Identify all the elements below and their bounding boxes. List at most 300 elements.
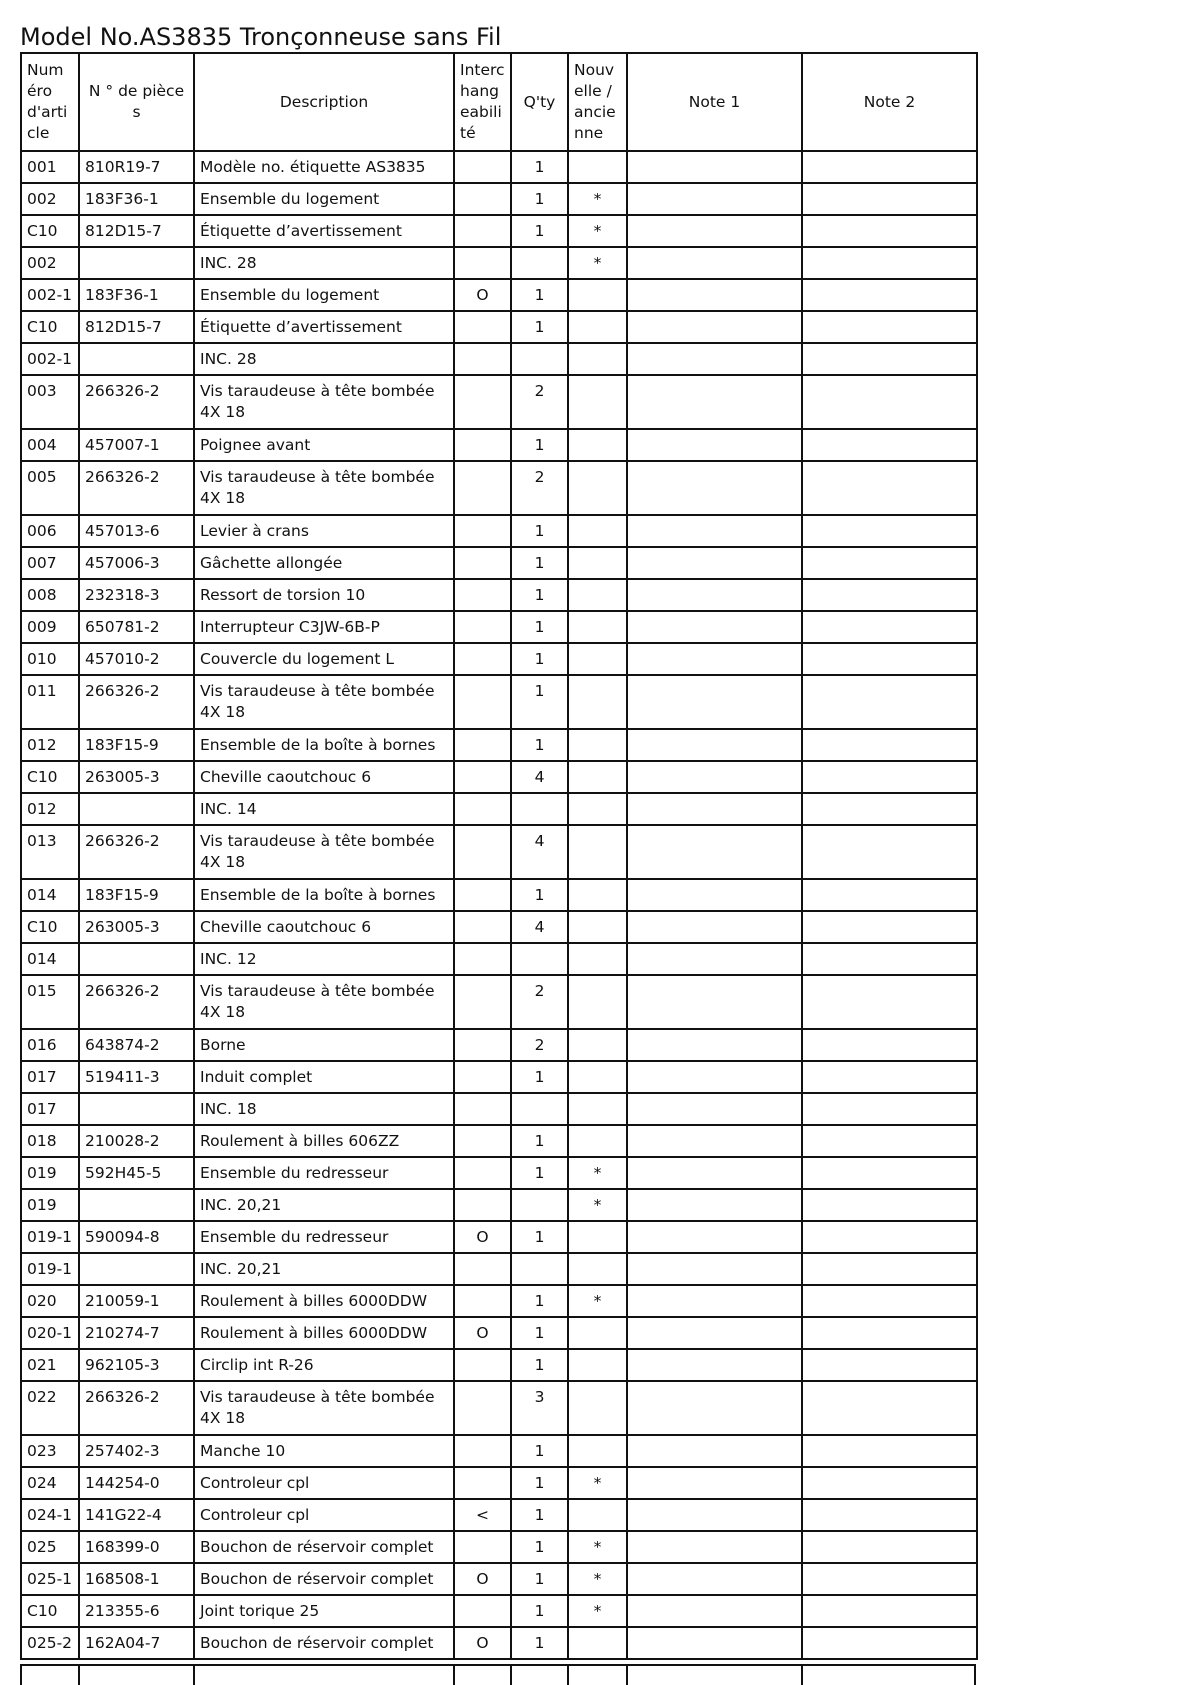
cell-new-old: [568, 1221, 627, 1253]
cell-interchangeability: <: [454, 1499, 511, 1531]
cell-part-number: 457006-3: [79, 547, 194, 579]
cell-description: Cheville caoutchouc 6: [194, 911, 454, 943]
header-item-number: Numéro d'article: [21, 53, 79, 151]
table-row: [21, 579, 977, 611]
cell-part-number: 257402-3: [79, 1435, 194, 1467]
table-row: [21, 879, 977, 911]
cell-quantity: 1: [511, 579, 568, 611]
table-row: [21, 1349, 977, 1381]
cell-item-number: 003: [21, 375, 79, 429]
cell-part-number: 590094-8: [79, 1221, 194, 1253]
cell-interchangeability: [454, 1381, 511, 1435]
cell-part-number: 457007-1: [79, 429, 194, 461]
cell-interchangeability: O: [454, 1317, 511, 1349]
cell-note-2: [802, 1061, 977, 1093]
cell-description: Vis taraudeuse à tête bombée 4X 18: [194, 375, 454, 429]
table-row: [21, 975, 977, 1029]
cell-quantity: 1: [511, 1061, 568, 1093]
cell-new-old: [568, 793, 627, 825]
cell-quantity: 1: [511, 1435, 568, 1467]
cell-item-number: 025-1: [21, 1563, 79, 1595]
cell-description: Modèle no. étiquette AS3835: [194, 151, 454, 183]
cell-item-number: 019-1: [21, 1253, 79, 1285]
cell-item-number: 014: [21, 879, 79, 911]
cell-interchangeability: [454, 1435, 511, 1467]
cell-description: Bouchon de réservoir complet: [194, 1531, 454, 1563]
cell-item-number: 020: [21, 1285, 79, 1317]
cell-note-2: [802, 1627, 977, 1659]
cell-quantity: 1: [511, 311, 568, 343]
cell-description: Interrupteur C3JW-6B-P: [194, 611, 454, 643]
table-row: [21, 547, 977, 579]
cell-quantity: 1: [511, 1221, 568, 1253]
table-continuation: [20, 1664, 976, 1685]
table-row: [21, 643, 977, 675]
table-row: [21, 1595, 977, 1627]
cell-part-number: 266326-2: [79, 461, 194, 515]
cell-note-2: [802, 879, 977, 911]
cell-description: Vis taraudeuse à tête bombée 4X 18: [194, 825, 454, 879]
cell-new-old: [568, 1061, 627, 1093]
table-row: [21, 943, 977, 975]
cell-note-1: [627, 1061, 802, 1093]
cell-part-number: 168508-1: [79, 1563, 194, 1595]
cell-part-number: [79, 943, 194, 975]
cell-description: Vis taraudeuse à tête bombée 4X 18: [194, 461, 454, 515]
cell-part-number: 263005-3: [79, 911, 194, 943]
cell-new-old: [568, 1349, 627, 1381]
cell-note-1: [627, 1595, 802, 1627]
cell-description: Controleur cpl: [194, 1499, 454, 1531]
table-row: [21, 1381, 977, 1435]
cell-part-number: 141G22-4: [79, 1499, 194, 1531]
cell-note-1: [627, 943, 802, 975]
cell-item-number: 002-1: [21, 279, 79, 311]
cell-note-1: [627, 1125, 802, 1157]
cell-note-1: [627, 247, 802, 279]
cell-part-number: 266326-2: [79, 975, 194, 1029]
cell-note-1: [627, 1221, 802, 1253]
cell-item-number: 008: [21, 579, 79, 611]
cell-interchangeability: [454, 343, 511, 375]
cell-description: Étiquette d’avertissement: [194, 311, 454, 343]
cell-interchangeability: [454, 247, 511, 279]
parts-table: [20, 52, 978, 1660]
cell-quantity: [511, 943, 568, 975]
cell-interchangeability: O: [454, 1627, 511, 1659]
cell-new-old: [568, 279, 627, 311]
cell-note-2: [802, 1253, 977, 1285]
table-row: [21, 1253, 977, 1285]
cell-part-number: 162A04-7: [79, 1627, 194, 1659]
cell-note-1: [627, 1253, 802, 1285]
cell-note-2: [802, 1125, 977, 1157]
cell-interchangeability: [454, 825, 511, 879]
cell-description: INC. 12: [194, 943, 454, 975]
cell-quantity: 1: [511, 1157, 568, 1189]
table-row: [21, 793, 977, 825]
cell-quantity: [511, 1253, 568, 1285]
cell-note-1: [627, 461, 802, 515]
cell-quantity: 1: [511, 1467, 568, 1499]
cell-quantity: 1: [511, 879, 568, 911]
cell-note-2: [802, 1435, 977, 1467]
cell-quantity: 1: [511, 279, 568, 311]
table-row: [21, 611, 977, 643]
cell-interchangeability: O: [454, 1221, 511, 1253]
table-row: [21, 429, 977, 461]
cell-quantity: 1: [511, 1499, 568, 1531]
header-row: [21, 53, 977, 151]
cell-interchangeability: [454, 729, 511, 761]
cell-interchangeability: [454, 1157, 511, 1189]
table-row: [21, 1157, 977, 1189]
cell-description: Gâchette allongée: [194, 547, 454, 579]
cell-note-1: [627, 611, 802, 643]
cell-item-number: 022: [21, 1381, 79, 1435]
cell-interchangeability: [454, 1467, 511, 1499]
cell-interchangeability: O: [454, 279, 511, 311]
cell-note-2: [802, 343, 977, 375]
cell-interchangeability: [454, 879, 511, 911]
cell-note-2: [802, 429, 977, 461]
cell-item-number: C10: [21, 911, 79, 943]
cell-interchangeability: [454, 547, 511, 579]
cell-part-number: 266326-2: [79, 825, 194, 879]
cell-note-2: [802, 1157, 977, 1189]
page-title: Model No.AS3835 Tronçonneuse sans Fil: [20, 23, 502, 51]
cell-note-2: [802, 1467, 977, 1499]
cell-item-number: 010: [21, 643, 79, 675]
cell-note-2: [802, 643, 977, 675]
cell-description: Controleur cpl: [194, 1467, 454, 1499]
cell-part-number: 210274-7: [79, 1317, 194, 1349]
cell-interchangeability: [454, 215, 511, 247]
cell-item-number: 019-1: [21, 1221, 79, 1253]
cell-note-2: [802, 611, 977, 643]
cell-interchangeability: O: [454, 1563, 511, 1595]
cell-new-old: [568, 461, 627, 515]
cell-part-number: 266326-2: [79, 675, 194, 729]
cell-note-2: [802, 461, 977, 515]
cell-interchangeability: [454, 975, 511, 1029]
cell-item-number: 017: [21, 1061, 79, 1093]
cell-part-number: 183F36-1: [79, 279, 194, 311]
cell-item-number: 011: [21, 675, 79, 729]
cell-new-old: [568, 1093, 627, 1125]
cell-part-number: [79, 1093, 194, 1125]
cell-description: Vis taraudeuse à tête bombée 4X 18: [194, 975, 454, 1029]
header-description: Description: [194, 53, 454, 151]
header-interchangeability: Interchangeabilité: [454, 53, 511, 151]
cell-description: INC. 20,21: [194, 1189, 454, 1221]
cell-note-2: [802, 1093, 977, 1125]
cell-note-2: [802, 279, 977, 311]
cell-description: INC. 28: [194, 247, 454, 279]
cell-note-2: [802, 675, 977, 729]
table-row: [21, 761, 977, 793]
cell-new-old: [568, 879, 627, 911]
cell-part-number: 266326-2: [79, 1381, 194, 1435]
cell-note-1: [627, 1499, 802, 1531]
cell-item-number: 012: [21, 793, 79, 825]
cell-note-2: [802, 1595, 977, 1627]
cell-quantity: [511, 1189, 568, 1221]
cell-note-2: [802, 761, 977, 793]
cell-note-2: [802, 1563, 977, 1595]
table-row: [21, 461, 977, 515]
cell-description: Couvercle du logement L: [194, 643, 454, 675]
cell-quantity: 3: [511, 1381, 568, 1435]
cell-new-old: [568, 151, 627, 183]
cell-part-number: 183F15-9: [79, 729, 194, 761]
cell-note-2: [802, 1029, 977, 1061]
cell-note-1: [627, 1349, 802, 1381]
cell-note-2: [802, 1381, 977, 1435]
cell-new-old: [568, 375, 627, 429]
cell-interchangeability: [454, 611, 511, 643]
cell-description: Ressort de torsion 10: [194, 579, 454, 611]
cell-new-old: *: [568, 183, 627, 215]
cell-part-number: 266326-2: [79, 375, 194, 429]
cell-item-number: 024: [21, 1467, 79, 1499]
cell-item-number: C10: [21, 761, 79, 793]
table-row: [21, 515, 977, 547]
cell-description: Manche 10: [194, 1435, 454, 1467]
cell-note-2: [802, 1499, 977, 1531]
cell-new-old: *: [568, 1285, 627, 1317]
table-row: [21, 247, 977, 279]
cell-description: Ensemble du logement: [194, 183, 454, 215]
cell-note-1: [627, 729, 802, 761]
cell-interchangeability: [454, 515, 511, 547]
cell-quantity: 2: [511, 975, 568, 1029]
cell-interchangeability: [454, 429, 511, 461]
cell-note-1: [627, 675, 802, 729]
cell-note-2: [802, 215, 977, 247]
cell-note-1: [627, 579, 802, 611]
cell-interchangeability: [454, 1189, 511, 1221]
cell-note-1: [627, 1157, 802, 1189]
cell-quantity: 1: [511, 547, 568, 579]
cell-description: Bouchon de réservoir complet: [194, 1563, 454, 1595]
cell-note-1: [627, 1285, 802, 1317]
cell-note-1: [627, 311, 802, 343]
cell-note-1: [627, 151, 802, 183]
cell-item-number: 002: [21, 247, 79, 279]
cell-part-number: 457013-6: [79, 515, 194, 547]
cell-interchangeability: [454, 1061, 511, 1093]
cell-interchangeability: [454, 761, 511, 793]
cell-description: Cheville caoutchouc 6: [194, 761, 454, 793]
cell-interchangeability: [454, 911, 511, 943]
cell-item-number: 002-1: [21, 343, 79, 375]
cell-part-number: [79, 1253, 194, 1285]
cell-description: Ensemble de la boîte à bornes: [194, 879, 454, 911]
table-row: [21, 675, 977, 729]
cell-note-1: [627, 375, 802, 429]
cell-note-2: [802, 1285, 977, 1317]
table-row: [21, 375, 977, 429]
cell-quantity: 1: [511, 1317, 568, 1349]
cell-new-old: [568, 547, 627, 579]
cell-interchangeability: [454, 183, 511, 215]
cell-note-1: [627, 879, 802, 911]
cell-note-1: [627, 1317, 802, 1349]
header-new-old: Nouvelle / ancienne: [568, 53, 627, 151]
table-row: [21, 1125, 977, 1157]
cell-new-old: *: [568, 1563, 627, 1595]
cell-description: Joint torique 25: [194, 1595, 454, 1627]
cell-note-1: [627, 911, 802, 943]
table-row: [21, 1531, 977, 1563]
cell-quantity: 4: [511, 825, 568, 879]
cell-item-number: 004: [21, 429, 79, 461]
cell-part-number: 183F15-9: [79, 879, 194, 911]
cell-part-number: 213355-6: [79, 1595, 194, 1627]
cell-new-old: *: [568, 1467, 627, 1499]
cell-item-number: 016: [21, 1029, 79, 1061]
cell-item-number: 005: [21, 461, 79, 515]
cell-note-2: [802, 1349, 977, 1381]
cell-note-2: [802, 1189, 977, 1221]
cell-note-2: [802, 793, 977, 825]
cell-note-1: [627, 343, 802, 375]
cell-new-old: [568, 311, 627, 343]
cell-quantity: 1: [511, 1563, 568, 1595]
cell-note-2: [802, 151, 977, 183]
cell-quantity: 2: [511, 375, 568, 429]
cell-item-number: C10: [21, 311, 79, 343]
table-row: [21, 1467, 977, 1499]
cell-note-2: [802, 1221, 977, 1253]
cell-note-1: [627, 1563, 802, 1595]
cell-note-1: [627, 1627, 802, 1659]
cell-description: Poignee avant: [194, 429, 454, 461]
cell-quantity: 2: [511, 1029, 568, 1061]
cell-item-number: 021: [21, 1349, 79, 1381]
cell-note-2: [802, 825, 977, 879]
cell-note-2: [802, 943, 977, 975]
table-row: [21, 343, 977, 375]
cell-quantity: 1: [511, 1125, 568, 1157]
cell-item-number: 007: [21, 547, 79, 579]
cell-note-1: [627, 1467, 802, 1499]
cell-item-number: 025-2: [21, 1627, 79, 1659]
cell-part-number: [79, 343, 194, 375]
cell-quantity: 1: [511, 1349, 568, 1381]
cell-interchangeability: [454, 375, 511, 429]
table-row: [21, 1221, 977, 1253]
cell-note-2: [802, 247, 977, 279]
cell-description: Ensemble du redresseur: [194, 1221, 454, 1253]
header-note-2: Note 2: [802, 53, 977, 151]
cell-part-number: 650781-2: [79, 611, 194, 643]
table-row: [21, 1627, 977, 1659]
cell-interchangeability: [454, 151, 511, 183]
cell-part-number: 962105-3: [79, 1349, 194, 1381]
cell-interchangeability: [454, 461, 511, 515]
cell-interchangeability: [454, 793, 511, 825]
table-row: [21, 215, 977, 247]
cell-new-old: *: [568, 1531, 627, 1563]
table-row: [21, 311, 977, 343]
cell-quantity: [511, 793, 568, 825]
cell-new-old: [568, 1381, 627, 1435]
cell-item-number: 017: [21, 1093, 79, 1125]
cell-part-number: 168399-0: [79, 1531, 194, 1563]
cell-description: Roulement à billes 6000DDW: [194, 1317, 454, 1349]
header-note-1: Note 1: [627, 53, 802, 151]
cell-part-number: 812D15-7: [79, 215, 194, 247]
cell-note-2: [802, 579, 977, 611]
cell-note-1: [627, 1531, 802, 1563]
cell-new-old: [568, 675, 627, 729]
cell-item-number: 009: [21, 611, 79, 643]
cell-interchangeability: [454, 675, 511, 729]
cell-note-2: [802, 729, 977, 761]
parts-table-body: [21, 151, 977, 1659]
cell-part-number: 812D15-7: [79, 311, 194, 343]
cell-note-2: [802, 911, 977, 943]
cell-quantity: 4: [511, 911, 568, 943]
cell-description: Borne: [194, 1029, 454, 1061]
cell-new-old: *: [568, 247, 627, 279]
cell-quantity: 1: [511, 675, 568, 729]
cell-interchangeability: [454, 1349, 511, 1381]
cell-new-old: *: [568, 1157, 627, 1189]
cell-quantity: 2: [511, 461, 568, 515]
cell-new-old: *: [568, 1595, 627, 1627]
cell-item-number: 019: [21, 1189, 79, 1221]
cell-part-number: [79, 1189, 194, 1221]
cell-new-old: [568, 975, 627, 1029]
cell-note-2: [802, 975, 977, 1029]
cell-note-1: [627, 1093, 802, 1125]
cell-description: INC. 14: [194, 793, 454, 825]
cell-item-number: 014: [21, 943, 79, 975]
cell-description: Levier à crans: [194, 515, 454, 547]
table-row: [21, 183, 977, 215]
cell-note-1: [627, 429, 802, 461]
cell-note-2: [802, 1317, 977, 1349]
cell-new-old: [568, 729, 627, 761]
cell-description: Vis taraudeuse à tête bombée 4X 18: [194, 675, 454, 729]
cell-new-old: [568, 515, 627, 547]
cell-new-old: [568, 761, 627, 793]
cell-item-number: 019: [21, 1157, 79, 1189]
cell-part-number: 263005-3: [79, 761, 194, 793]
cell-description: INC. 28: [194, 343, 454, 375]
cell-item-number: 013: [21, 825, 79, 879]
cell-note-1: [627, 1381, 802, 1435]
cell-quantity: 1: [511, 429, 568, 461]
cell-description: INC. 18: [194, 1093, 454, 1125]
cell-part-number: 210059-1: [79, 1285, 194, 1317]
cell-item-number: 020-1: [21, 1317, 79, 1349]
cell-new-old: [568, 1317, 627, 1349]
table-row: [21, 911, 977, 943]
cell-quantity: [511, 343, 568, 375]
cell-interchangeability: [454, 1125, 511, 1157]
cell-new-old: *: [568, 215, 627, 247]
header-part-number: N ° de pièces: [79, 53, 194, 151]
cell-quantity: 1: [511, 215, 568, 247]
table-row: [21, 1093, 977, 1125]
cell-description: INC. 20,21: [194, 1253, 454, 1285]
cell-quantity: 1: [511, 1285, 568, 1317]
cell-note-1: [627, 643, 802, 675]
